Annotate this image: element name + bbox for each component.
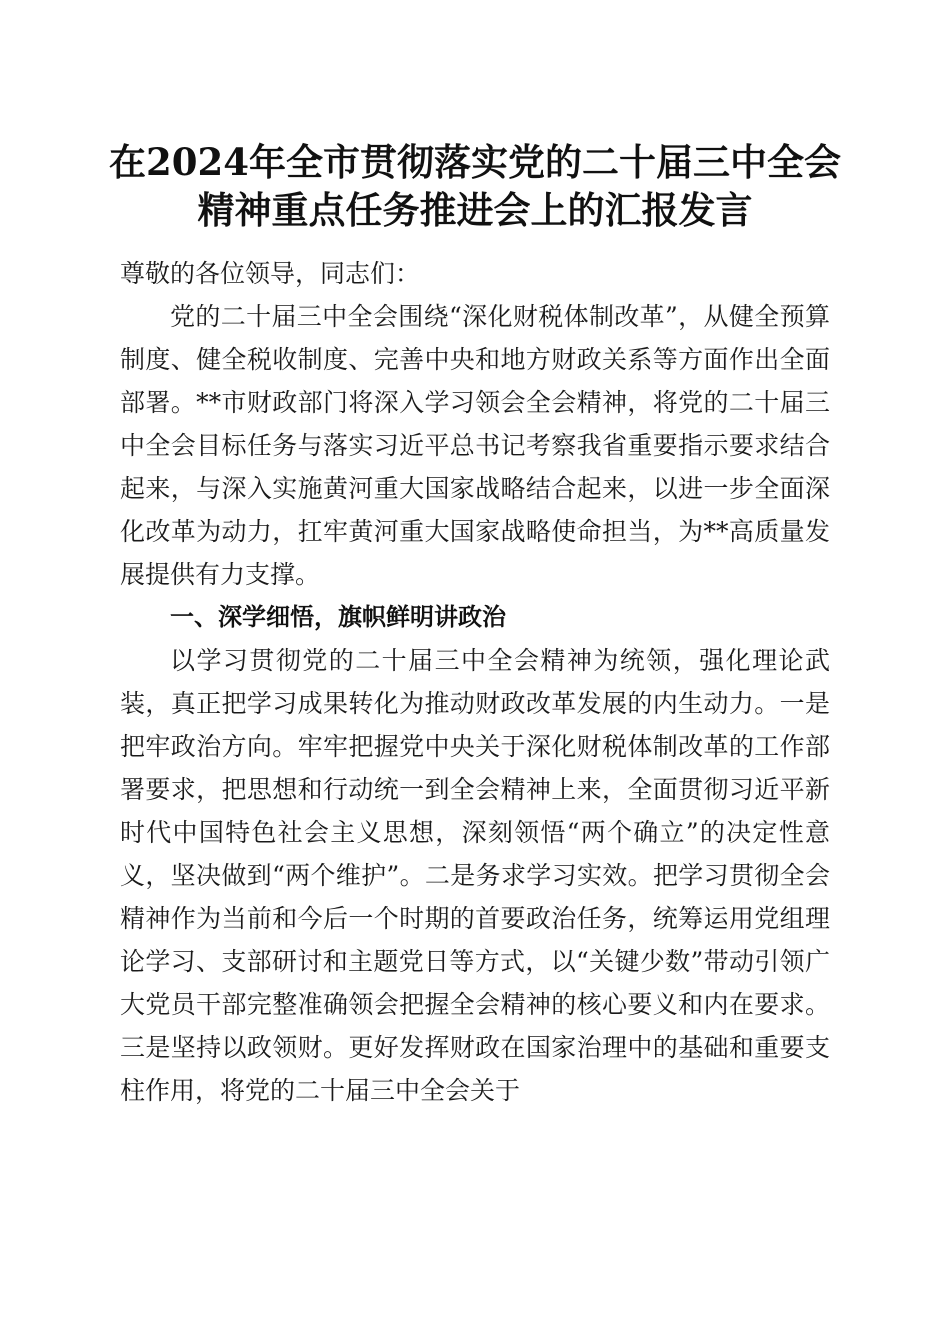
section-1-heading: 一、深学细悟，旗帜鲜明讲政治 <box>170 603 506 631</box>
title-line-1: 在2024年全市贯彻落实党的二十届三中全会 <box>109 140 841 184</box>
intro-paragraph: 党的二十届三中全会围绕“深化财税体制改革”，从健全预算制度、健全税收制度、完善中央和地方财政关系等方面作出全面部署。**市财政部门将深入学习领会全会精神，将党的二十届三中全会目标任务与落实习近平总书记考察我省重要指示要求结合起来，与深入实施黄河重大国家战略结合起来，以进一步全面深化改革为动力，扛牢黄河重大国家战略使命担当，为**高质量发展提供有力支撑。 <box>120 302 830 589</box>
document-title <box>0 138 950 234</box>
title-line-2: 精神重点任务推进会上的汇报发言 <box>197 188 753 232</box>
salutation: 尊敬的各位领导，同志们： <box>120 259 421 288</box>
document-body <box>120 252 830 1112</box>
section-1-paragraph: 以学习贯彻党的二十届三中全会精神为统领，强化理论武装，真正把学习成果转化为推动财政改革发展的内生动力。一是把牢政治方向。牢牢把握党中央关于深化财税体制改革的工作部署要求，把思想和行动统一到全会精神上来，全面贯彻习近平新时代中国特色社会主义思想，深刻领悟“两个确立”的决定性意义，坚决做到“两个维护”。二是务求学习实效。把学习贯彻全会精神作为当前和今后一个时期的首要政治任务，统筹运用党组理论学习、支部研讨和主题党日等方式，以“关键少数”带动引领广大党员干部完整准确领会把握全会精神的核心要义和内在要求。三是坚持以政领财。更好发挥财政在国家治理中的基础和重要支柱作用，将党的二十届三中全会关于 <box>120 646 830 1105</box>
